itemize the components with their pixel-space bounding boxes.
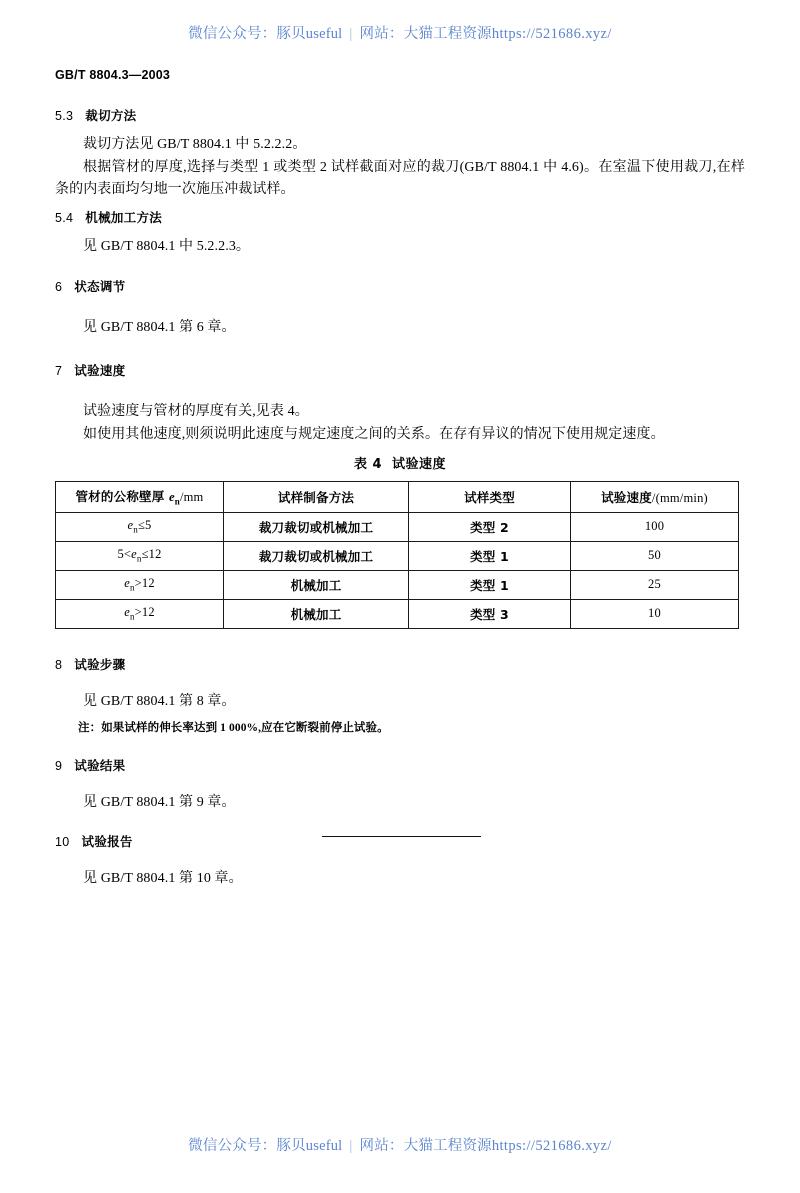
cell-thickness bbox=[56, 541, 224, 570]
watermark-url: https://521686.xyz/ bbox=[491, 26, 612, 42]
cell-type: 类型 1 bbox=[409, 541, 571, 570]
table-row bbox=[56, 599, 739, 628]
cell-thickness bbox=[56, 599, 224, 628]
section-title: 机械加工方法 bbox=[85, 210, 163, 226]
header-text: 试验速度 bbox=[601, 489, 652, 505]
cell-speed: 100 bbox=[571, 512, 739, 541]
cell-speed: 25 bbox=[571, 570, 739, 599]
section-number: 5.4 bbox=[55, 211, 74, 226]
section-number: 7 bbox=[55, 364, 63, 379]
symbol-letter: e bbox=[124, 605, 130, 620]
symbol-en bbox=[124, 576, 135, 593]
end-of-document-rule bbox=[322, 836, 481, 837]
watermark-separator: | bbox=[349, 1138, 353, 1154]
watermark-account: 豚贝useful bbox=[276, 1138, 343, 1154]
symbol-en bbox=[127, 518, 138, 535]
expr-post: ≤12 bbox=[141, 547, 162, 562]
table-row bbox=[56, 570, 739, 599]
watermark-url: https://521686.xyz/ bbox=[491, 1138, 612, 1154]
watermark-site-name: 大猫工程资源 bbox=[403, 26, 492, 42]
symbol-subscript: n bbox=[174, 496, 180, 507]
expr-post: ≤5 bbox=[137, 518, 152, 533]
table-row bbox=[56, 512, 739, 541]
table-body bbox=[56, 512, 739, 628]
section-number: 10 bbox=[55, 835, 70, 850]
watermark-prefix-label: 微信公众号： bbox=[188, 1138, 277, 1154]
watermark-site-label: 网站： bbox=[359, 1138, 404, 1154]
section-number: 5.3 bbox=[55, 109, 74, 123]
symbol-en bbox=[168, 489, 180, 507]
section-title: 裁切方法 bbox=[85, 108, 137, 123]
header-unit: /(mm/min) bbox=[651, 490, 708, 505]
table-header-cell-speed bbox=[571, 481, 739, 512]
table-row bbox=[56, 541, 739, 570]
table-caption-label: 表 4 bbox=[353, 456, 383, 472]
watermark-footer bbox=[0, 1134, 800, 1155]
header-text: 管材的公称壁厚 bbox=[75, 488, 165, 504]
table-header-cell-type: 试样类型 bbox=[409, 481, 571, 512]
paragraph: 根据管材的厚度,选择与类型 1 或类型 2 试样截面对应的裁刀(GB/T 8804.1 中 4.6)。在室温下使用裁刀,在样条的内表面均匀地一次施压冲裁试样。 bbox=[55, 159, 745, 198]
section-heading-7 bbox=[55, 361, 745, 379]
symbol-en bbox=[124, 605, 135, 622]
symbol-letter: e bbox=[168, 489, 175, 504]
table-header-row bbox=[56, 481, 739, 512]
expr-pre: 5< bbox=[117, 547, 132, 562]
section-number: 9 bbox=[55, 758, 63, 773]
test-speed-table bbox=[55, 481, 739, 629]
section-title: 试验结果 bbox=[74, 757, 126, 773]
watermark-site-label: 网站： bbox=[359, 26, 404, 42]
section-title: 试验速度 bbox=[74, 363, 126, 379]
symbol-letter: e bbox=[124, 576, 130, 591]
section-heading-5-4 bbox=[55, 208, 745, 226]
expr-post: >12 bbox=[134, 605, 155, 620]
symbol-subscript: n bbox=[129, 611, 135, 622]
watermark-site-name: 大猫工程资源 bbox=[403, 1138, 492, 1154]
symbol-letter: e bbox=[127, 518, 134, 533]
document-content bbox=[55, 68, 745, 891]
section-heading-5-3 bbox=[55, 106, 745, 124]
cell-method: 机械加工 bbox=[224, 570, 409, 599]
cell-thickness bbox=[56, 512, 224, 541]
cell-type: 类型 1 bbox=[409, 570, 571, 599]
section-title: 状态调节 bbox=[74, 278, 126, 294]
paragraph: 见 GB/T 8804.1 第 9 章。 bbox=[83, 794, 236, 810]
section-title: 试验步骤 bbox=[74, 656, 126, 672]
section-note: 注：如果试样的伸长率达到 1 000%,应在它断裂前停止试验。 bbox=[78, 722, 389, 735]
standard-number: GB/T 8804.3—2003 bbox=[55, 68, 171, 82]
section-number: 6 bbox=[55, 279, 63, 294]
table-header-cell-thickness bbox=[56, 481, 224, 512]
cell-speed: 50 bbox=[571, 541, 739, 570]
cell-method: 裁刀裁切或机械加工 bbox=[224, 512, 409, 541]
table-header-cell-method: 试样制备方法 bbox=[224, 481, 409, 512]
symbol-subscript: n bbox=[136, 553, 142, 564]
cell-speed: 10 bbox=[571, 599, 739, 628]
paragraph: 如使用其他速度,则须说明此速度与规定速度之间的关系。在存有异议的情况下使用规定速度。 bbox=[83, 427, 665, 443]
symbol-subscript: n bbox=[129, 582, 135, 593]
symbol-subscript: n bbox=[133, 524, 138, 535]
watermark-prefix-label: 微信公众号： bbox=[188, 26, 277, 42]
paragraph: 试验速度与管材的厚度有关,见表 4。 bbox=[83, 404, 309, 420]
symbol-en bbox=[131, 547, 142, 564]
table-caption bbox=[55, 453, 745, 472]
paragraph: 见 GB/T 8804.1 第 10 章。 bbox=[83, 871, 243, 887]
watermark-account: 豚贝useful bbox=[276, 26, 343, 42]
expr-post: >12 bbox=[134, 576, 155, 591]
section-heading-6 bbox=[55, 277, 745, 295]
watermark-separator: | bbox=[349, 26, 353, 42]
paragraph: 裁切方法见 GB/T 8804.1 中 5.2.2.2。 bbox=[83, 137, 307, 152]
table-caption-title: 试验速度 bbox=[392, 456, 447, 472]
cell-method: 裁刀裁切或机械加工 bbox=[224, 541, 409, 570]
symbol-letter: e bbox=[131, 547, 137, 562]
paragraph: 见 GB/T 8804.1 第 6 章。 bbox=[83, 319, 236, 335]
paragraph: 见 GB/T 8804.1 中 5.2.2.3。 bbox=[83, 239, 251, 255]
watermark-header bbox=[0, 22, 800, 43]
cell-type: 类型 3 bbox=[409, 599, 571, 628]
section-number: 8 bbox=[55, 657, 63, 672]
paragraph: 见 GB/T 8804.1 第 8 章。 bbox=[83, 693, 236, 709]
cell-method: 机械加工 bbox=[224, 599, 409, 628]
section-heading-9 bbox=[55, 756, 745, 774]
section-title: 试验报告 bbox=[81, 834, 133, 850]
header-unit: /mm bbox=[179, 489, 204, 504]
cell-thickness bbox=[56, 570, 224, 599]
section-heading-8 bbox=[55, 655, 745, 673]
cell-type: 类型 2 bbox=[409, 512, 571, 541]
